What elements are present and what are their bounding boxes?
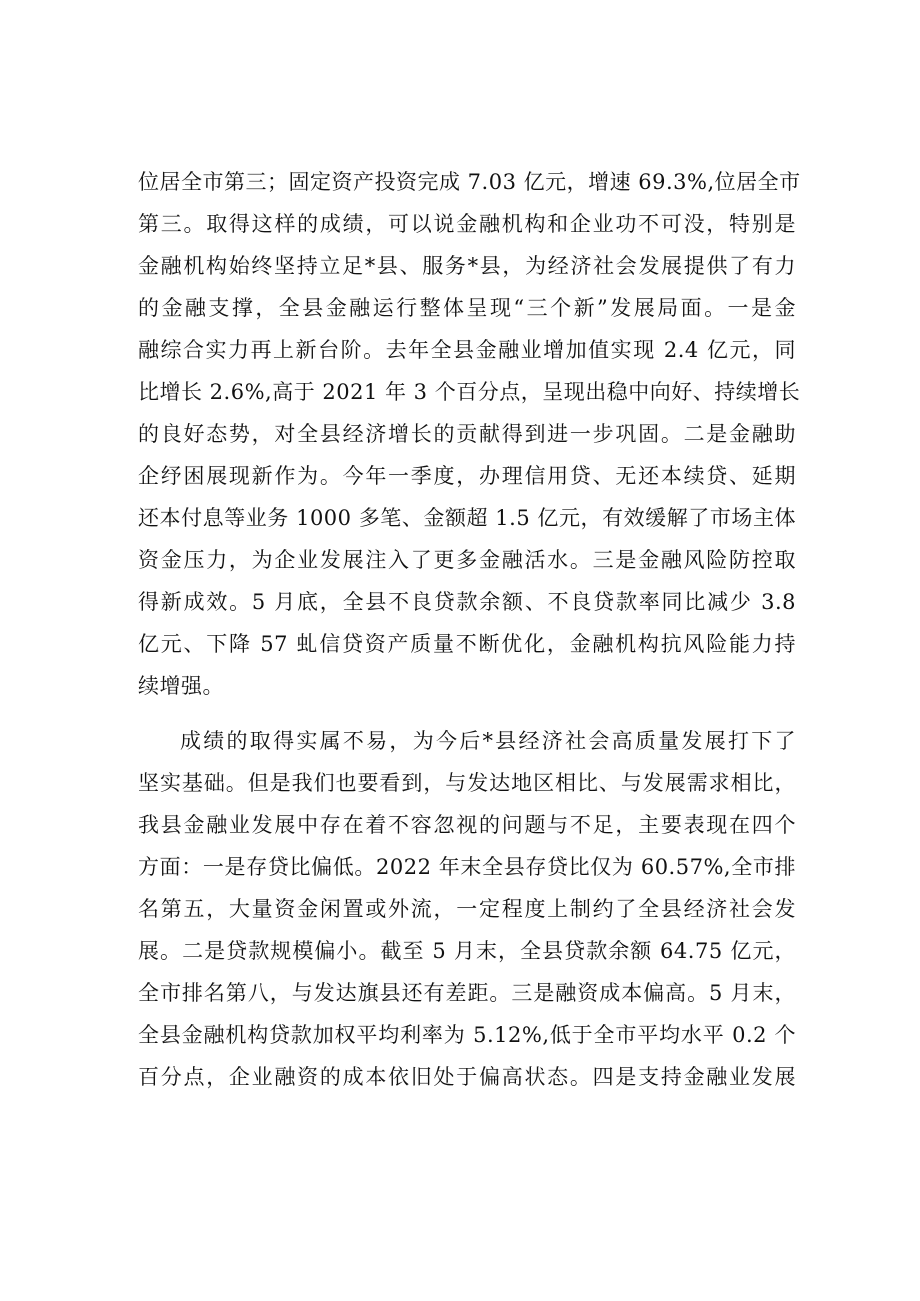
paragraph-line: 全县金融机构贷款加权平均利率为 5.12%,低于全市平均水平 0.2 个 [138,1023,796,1047]
paragraph-line: 比增长 2.6%,高于 2021 年 3 个百分点，呈现出稳中向好、持续增长 [138,380,801,404]
paragraph-line: 金融机构始终坚持立足*县、服务*县，为经济社会发展提供了有力 [138,254,796,278]
paragraph-line: 名第五，大量资金闲置或外流，一定程度上制约了全县经济社会发 [138,897,796,921]
paragraph-line: 亿元、下降 57 虬信贷资产质量不断优化，金融机构抗风险能力持 [138,632,796,656]
paragraph-line: 企纾困展现新作为。今年一季度，办理信用贷、无还本续贷、延期 [138,464,796,488]
paragraph-line: 还本付息等业务 1000 多笔、金额超 1.5 亿元，有效缓解了市场主体 [138,506,796,530]
paragraph-line: 方面：一是存贷比偏低。2022 年末全县存贷比仅为 60.57%,全市排 [138,855,796,879]
paragraph-line: 得新成效。5 月底，全县不良贷款余额、不良贷款率同比减少 3.8 [138,590,796,614]
paragraph-line: 成绩的取得实属不易，为今后*县经济社会高质量发展打下了 [180,729,796,753]
paragraph-line: 第三。取得这样的成绩，可以说金融机构和企业功不可没，特别是 [138,212,796,236]
paragraph-line: 坚实基础。但是我们也要看到，与发达地区相比、与发展需求相比， [138,771,796,795]
paragraph-line: 我县金融业发展中存在着不容忽视的问题与不足，主要表现在四个 [138,813,796,837]
paragraph-line: 百分点，企业融资的成本依旧处于偏高状态。四是支持金融业发展 [138,1065,796,1089]
paragraph-line: 的金融支撑，全县金融运行整体呈现“三个新”发展局面。一是金 [138,296,796,320]
paragraph-line: 资金压力，为企业发展注入了更多金融活水。三是金融风险防控取 [138,548,796,572]
paragraph-line: 展。二是贷款规模偏小。截至 5 月末，全县贷款余额 64.75 亿元， [138,939,796,963]
paragraph-line: 的良好态势，对全县经济增长的贡献得到进一步巩固。二是金融助 [138,422,796,446]
paragraph-line: 融综合实力再上新台阶。去年全县金融业增加值实现 2.4 亿元，同 [138,338,796,362]
paragraph-line: 全市排名第八，与发达旗县还有差距。三是融资成本偏高。5 月末， [138,981,796,1005]
paragraph-line: 续增强。 [138,674,224,698]
paragraph-line: 位居全市第三；固定资产投资完成 7.03 亿元，增速 69.3%,位居全市 [138,170,801,194]
